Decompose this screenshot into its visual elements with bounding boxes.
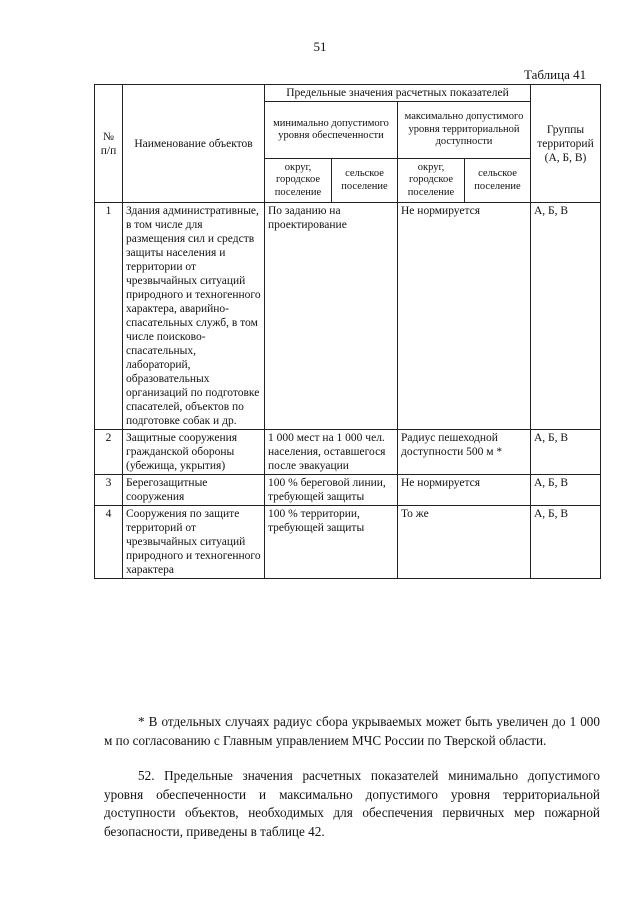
object-name: Защитные сооружения гражданской обороны (убежища, укрытия) (123, 430, 265, 475)
row-number: 3 (95, 475, 123, 506)
max-access-value: То же (398, 506, 531, 579)
body-paragraph: 52. Предельные значения расчетных показателей минимально допустимого уровня обеспеченности и максимально допустимого уровня территориальной доступности объектов, необходимых для обеспечения первичных мер пожарной безопасности, приведены в таблице 42. (104, 768, 600, 839)
table-row (95, 475, 601, 506)
footnote: * В отдельных случаях радиус сбора укрываемых может быть увеличен до 1 000 м по согласованию с Главным управлением МЧС России по Тверской области. (104, 714, 600, 748)
header-name: Наименование объектов (123, 85, 265, 203)
min-level-value: По заданию на проектирование (265, 203, 398, 430)
header-urban-min: округ, городское поселение (265, 159, 332, 203)
min-level-value: 1 000 мест на 1 000 чел. населения, оставшегося после эвакуации (265, 430, 398, 475)
min-level-value: 100 % территории, требующей защиты (265, 506, 398, 579)
max-access-value: Радиус пешеходной доступности 500 м * (398, 430, 531, 475)
header-max-access: максимально допустимого уровня территориальной доступности (398, 102, 531, 159)
object-name: Здания административные, в том числе для размещения сил и средств защиты населения и территории от чрезвычайных ситуаций природного и техногенного характера, аварийно-спасательных служб, в том числе поисково-спасательных, лабораторий, образовательных организаций по подготовке спасателей, объектов по подготовке собак и др. (123, 203, 265, 430)
header-min-level: минимально допустимого уровня обеспеченности (265, 102, 398, 159)
header-rural-max: сельское поселение (465, 159, 531, 203)
header-rural-min: сельское поселение (332, 159, 398, 203)
header-limits: Предельные значения расчетных показателей (265, 85, 531, 102)
table-caption: Таблица 41 (524, 67, 587, 82)
header-num: № п/п (95, 85, 123, 203)
row-number: 1 (95, 203, 123, 430)
territory-groups: А, Б, В (531, 430, 601, 475)
territory-groups: А, Б, В (531, 203, 601, 430)
header-groups: Группы территорий (А, Б, В) (531, 85, 601, 203)
territory-groups: А, Б, В (531, 506, 601, 579)
row-number: 4 (95, 506, 123, 579)
object-name: Берегозащитные сооружения (123, 475, 265, 506)
table-row (95, 203, 601, 430)
table-row (95, 506, 601, 579)
header-urban-max: округ, городское поселение (398, 159, 465, 203)
limits-table (94, 84, 601, 579)
min-level-value: 100 % береговой линии, требующей защиты (265, 475, 398, 506)
max-access-value: Не нормируется (398, 203, 531, 430)
page-number: 51 (313, 39, 327, 54)
max-access-value: Не нормируется (398, 475, 531, 506)
row-number: 2 (95, 430, 123, 475)
territory-groups: А, Б, В (531, 475, 601, 506)
object-name: Сооружения по защите территорий от чрезвычайных ситуаций природного и техногенного характера (123, 506, 265, 579)
table-row (95, 430, 601, 475)
